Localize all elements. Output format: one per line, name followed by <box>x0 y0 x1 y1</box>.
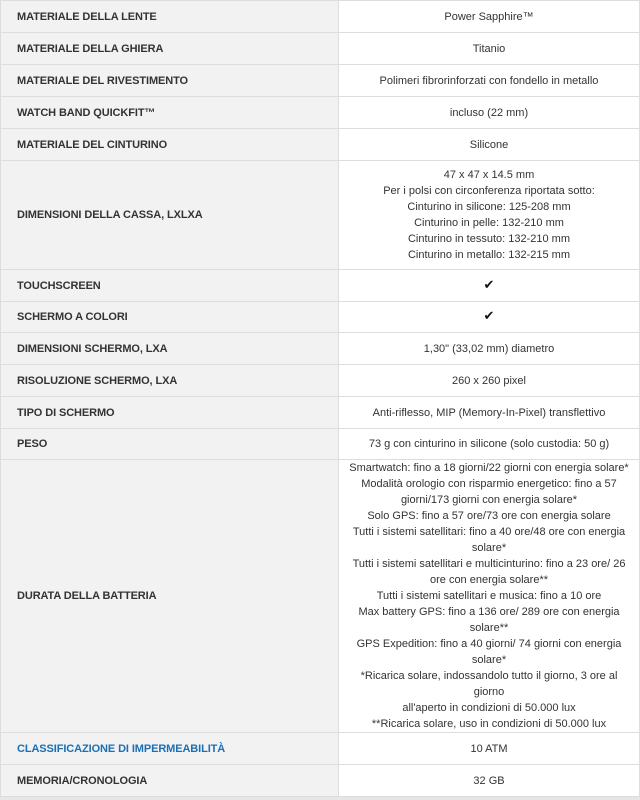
spec-value <box>339 365 640 397</box>
spec-label: PESO <box>1 429 339 460</box>
spec-label: DIMENSIONI DELLA CASSA, LXLXA <box>1 161 339 270</box>
spec-value <box>339 765 640 797</box>
spec-value-line: Solo GPS: fino a 57 ore/73 ore con energia solare <box>367 510 611 522</box>
spec-value-line: Cinturino in pelle: 132-210 mm <box>414 217 564 229</box>
spec-value-line: 260 x 260 pixel <box>452 374 526 387</box>
spec-value <box>339 333 640 365</box>
spec-row <box>1 765 640 797</box>
spec-label: MATERIALE DEL CINTURINO <box>1 129 339 161</box>
spec-row <box>1 302 640 333</box>
spec-value-line: Cinturino in tessuto: 132-210 mm <box>407 233 571 245</box>
spec-label: MATERIALE DELLA LENTE <box>1 1 339 33</box>
spec-value-line: *Ricarica solare, indossandolo tutto il giorno, 3 ore al giorno <box>360 670 618 698</box>
spec-row <box>1 365 640 397</box>
spec-value-line: solare* <box>471 542 507 554</box>
spec-value-line: solare* <box>471 654 507 666</box>
spec-label: DIMENSIONI SCHERMO, LXA <box>1 333 339 365</box>
spec-label: MATERIALE DELLA GHIERA <box>1 33 339 65</box>
spec-label: MEMORIA/CRONOLOGIA <box>1 765 339 797</box>
spec-value <box>339 33 640 65</box>
spec-row <box>1 733 640 765</box>
spec-value-line: 1,30" (33,02 mm) diametro <box>423 342 555 355</box>
spec-value-line: ore con energia solare** <box>429 574 549 586</box>
spec-value-line: Anti-riflesso, MIP (Memory-In-Pixel) transflettivo <box>372 406 606 419</box>
spec-value <box>339 1 640 33</box>
specs-table-body <box>1 1 640 797</box>
spec-value <box>339 302 640 333</box>
spec-value-line: Cinturino in silicone: 125-208 mm <box>407 201 571 213</box>
spec-value-line: Titanio <box>472 42 506 55</box>
spec-value-line: all'aperto in condizioni di 50.000 lux <box>402 702 576 714</box>
checkmark-icon: ✔ <box>483 277 495 293</box>
spec-value <box>339 397 640 429</box>
spec-value-line: 10 ATM <box>470 742 508 755</box>
spec-value <box>339 65 640 97</box>
spec-row <box>1 270 640 302</box>
spec-value <box>339 733 640 765</box>
spec-value <box>339 129 640 161</box>
spec-value-line: Max battery GPS: fino a 136 ore/ 289 ore con energia <box>358 606 620 618</box>
spec-value-line: Cinturino in metallo: 132-215 mm <box>407 249 571 261</box>
spec-value-line: GPS Expedition: fino a 40 giorni/ 74 giorni con energia <box>356 638 622 650</box>
spec-row <box>1 97 640 129</box>
spec-value-line: 47 x 47 x 14.5 mm <box>443 169 535 181</box>
spec-row <box>1 397 640 429</box>
spec-value-line: **Ricarica solare, uso in condizioni di 50.000 lux <box>371 718 607 730</box>
spec-value-line: giorni/173 giorni con energia solare* <box>400 494 578 506</box>
spec-row <box>1 161 640 270</box>
spec-value <box>339 270 640 302</box>
spec-label: DURATA DELLA BATTERIA <box>1 460 339 733</box>
spec-value-line: solare** <box>469 622 509 634</box>
spec-label: TIPO DI SCHERMO <box>1 397 339 429</box>
spec-label: RISOLUZIONE SCHERMO, LXA <box>1 365 339 397</box>
spec-value-line: 32 GB <box>473 774 505 787</box>
spec-value <box>339 429 640 460</box>
spec-value <box>339 161 640 270</box>
spec-row <box>1 33 640 65</box>
spec-value-line: Tutti i sistemi satellitari e musica: fino a 10 ore <box>376 590 602 602</box>
spec-value-line: Silicone <box>469 138 509 151</box>
spec-value-line: Tutti i sistemi satellitari: fino a 40 ore/48 ore con energia <box>352 526 626 538</box>
spec-row <box>1 429 640 460</box>
spec-value <box>339 460 640 733</box>
spec-label: SCHERMO A COLORI <box>1 302 339 333</box>
checkmark-icon: ✔ <box>483 309 495 324</box>
spec-value-line: incluso (22 mm) <box>449 106 529 119</box>
spec-label-link[interactable]: CLASSIFICAZIONE DI IMPERMEABILITÀ <box>1 733 339 765</box>
spec-label: WATCH BAND QUICKFIT™ <box>1 97 339 129</box>
spec-value-line: Power Sapphire™ <box>444 10 534 23</box>
spec-value-line: Polimeri fibrorinforzati con fondello in metallo <box>379 74 599 87</box>
spec-value-line: Modalità orologio con risparmio energetico: fino a 57 <box>361 478 617 490</box>
spec-row <box>1 65 640 97</box>
spec-row <box>1 460 640 733</box>
spec-label: MATERIALE DEL RIVESTIMENTO <box>1 65 339 97</box>
spec-value-line: 73 g con cinturino in silicone (solo custodia: 50 g) <box>368 438 610 450</box>
spec-value <box>339 97 640 129</box>
spec-row <box>1 1 640 33</box>
spec-value-line: Per i polsi con circonferenza riportata sotto: <box>383 185 595 197</box>
spec-value-line: Tutti i sistemi satellitari e multicinturino: fino a 23 ore/ 26 <box>352 558 626 570</box>
spec-row <box>1 333 640 365</box>
spec-row <box>1 129 640 161</box>
spec-label: TOUCHSCREEN <box>1 270 339 302</box>
spec-value-line: Smartwatch: fino a 18 giorni/22 giorni con energia solare* <box>349 462 629 474</box>
